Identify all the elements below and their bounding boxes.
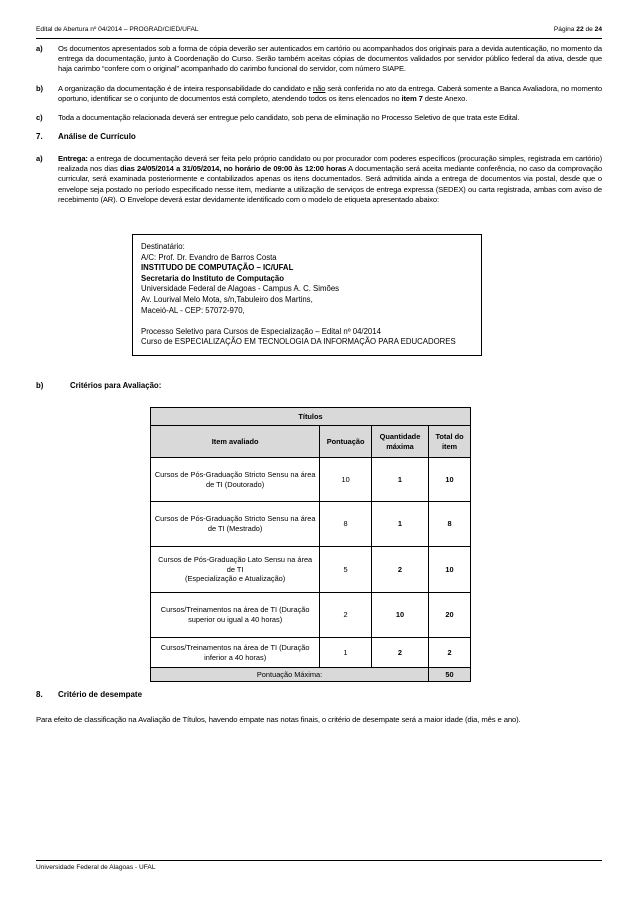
item-a-copies: a) Os documentos apresentados sob a forma de cópia deverão ser autenticados em cartório ou acompanhados dos originais para a devida autenticação, no momento da entrega da documentação, junto à Coordenação do Curso. Serão também aceitas cópias de documentos validados por servidor público federal da ativa, desde que haja carimbo “confere com o original” acompanhado do carimbo funcional do servidor, com número SIAPE. bbox=[36, 44, 602, 74]
section-8-text: Para efeito de classificação na Avaliação de Títulos, havendo empate nas notas finais, o critério de desempate será a maior idade (dia, mês e ano). bbox=[36, 715, 521, 724]
header-item: Item avaliado bbox=[151, 426, 320, 458]
header-title: Edital de Abertura nº 04/2014 – PROGRAD/CIED/UFAL bbox=[36, 26, 199, 33]
table-row: Cursos de Pós-Graduação Stricto Sensu na área de TI (Doutorado) 10 1 10 bbox=[151, 458, 471, 502]
table-row: Cursos/Treinamentos na área de TI (Duração inferior a 40 horas) 1 2 2 bbox=[151, 638, 471, 668]
header-points: Pontuação bbox=[320, 426, 372, 458]
table-total-row bbox=[151, 668, 471, 682]
section-7-item-a: a) Entrega: a entrega de documentação deverá ser feita pelo próprio candidato ou por procurador com poderes específicos (procuração simples, registrada em cartório) realizada nos dias dias 24/05/2014 a 31/05/2014, no horário de 09:00 às 12:00 horas A documentação será aceita mediante conferência, no caso da comprovação curricular, será examinada posteriormente e contabilizados apenas os itens documentados. Será admitida ainda a entrega de documentos via postal, desde que o envelope seja postado no período especificado nesse item, mediante a utilização de serviços de entrega expressa (SEDEX) ou carta registrada, ambas com aviso de recebimento (AR). O Envelope deverá estar devidamente identificado com o modelo de etiqueta apresentado abaixo: bbox=[36, 154, 602, 204]
item-b-organization: b) A organização da documentação é de inteira responsabilidade do candidato e não será conferida no ato da entrega. Caberá somente a Banca Avaliadora, no momento oportuno, identificar se o conjunto de documentos está completo, atendendo todos os itens elencados no item 7 deste Anexo. bbox=[36, 84, 603, 104]
table-row: Cursos de Pós-Graduação Stricto Sensu na área de TI (Mestrado) 8 1 8 bbox=[151, 502, 471, 547]
document-page: Edital de Abertura nº 04/2014 – PROGRAD/CIED/UFAL Página 22 de 24 a) Os documentos apresentados sob a forma de cópia deverão ser autenticados em cartório ou acompanhados dos originais para a devida autenticação, no momento da entrega da documentação, junto à Coordenação do Curso. Serão também aceitas cópias de documentos validados por servidor público federal da ativa, desde que haja carimbo “confere com o original” acompanhado do carimbo funcional do servidor, com número SIAPE. b) A organização da documentação é de inteira responsabilidade do candidato e não será conferida no ato da entrega. Caberá somente a Banca Avaliadora, no momento oportuno, identificar se o conjunto de documentos está completo, atendendo todos os itens elencados no item 7 deste Anexo. c) Toda a documentação relacionada deverá ser entregue pelo candidato, sob pena de eliminação no Processo Seletivo de que trata este Edital. 7. Análise de Currículo a) Entrega: a entrega de documentação deverá ser feita pelo próprio candidato ou por procurador com poderes específicos (procuração simples, registrada em cartório) realizada nos dias dias 24/05/2014 a 31/05/2014, no horário de 09:00 às 12:00 horas A documentação será aceita mediante conferência, no caso da comprovação curricular, será examinada posteriormente e contabilizados apenas os itens documentados. Será admitida ainda a entrega de documentos via postal, desde que o envelope seja postado no período especificado nesse item, mediante a utilização de serviços de entrega expressa (SEDEX) ou carta registrada, ambas com aviso de recebimento (AR). O Envelope deverá estar devidamente identificado com o modelo de etiqueta apresentado abaixo: Destinatário: A/C: Prof. Dr. Evandro de Barros Costa INSTITUDO DE COMPUTAÇÃO – IC/UFAL Secretaria do Instituto de Computação Universidade Federal de Alagoas - Campus A. C. Simões Av. Lourival Melo Mota, s/n,Tabuleiro dos Martins, Maceió-AL - CEP: 57072-970, Processo Seletivo para Cursos de Especialização – Edital nº 04/2014 Curso de ESPECIALIZAÇÃO EM TECNOLOGIA DA INFORMAÇÃO PARA EDUCADORES b) Critérios para Avaliação: Títulos Item avaliado Pontuação Quantidade máxima Total do item Cursos de Pós-Graduação Stricto Sensu na área de TI (Doutorado) 10 1 10 Cursos de Pós-Graduação Stricto Sensu na área de TI (Mestrado) 8 1 8 Cursos de Pós-Graduação Lato Sensu na área de TI (Especialização e Atualização) 5 2 10 Cursos/Treinamentos na área de TI (Duração superior ou igual a 40 horas) 2 10 20 Cursos/Treinamentos na área de TI (Duração inferior a 40 horas) 1 2 2 Pontuação Máxima: 50 8. Critério de desempate Para efeito de classificação na Avaliação de Títulos, havendo empate nas notas finais, o critério de desempate será a maior idade (dia, mês e ano). Universidade Federal de Alagoas - UFAL bbox=[36, 26, 603, 871]
header-max-qty: Quantidade máxima bbox=[371, 426, 428, 458]
evaluation-table bbox=[150, 407, 471, 682]
table-row: Cursos de Pós-Graduação Lato Sensu na área de TI (Especialização e Atualização) 5 2 10 bbox=[151, 547, 471, 593]
max-score-label: Pontuação Máxima: bbox=[151, 668, 429, 682]
page-header bbox=[36, 24, 602, 39]
header-total: Total do item bbox=[429, 426, 471, 458]
max-score-value: 50 bbox=[429, 668, 471, 682]
header-page-number: Página 22 de 24 bbox=[553, 26, 602, 33]
envelope-label: Destinatário: A/C: Prof. Dr. Evandro de Barros Costa INSTITUDO DE COMPUTAÇÃO – IC/UFAL Secretaria do Instituto de Computação Universidade Federal de Alagoas - Campus A. C. Simões Av. Lourival Melo Mota, s/n,Tabuleiro dos Martins, Maceió-AL - CEP: 57072-970, Processo Seletivo para Cursos de Especialização – Edital nº 04/2014 Curso de ESPECIALIZAÇÃO EM TECNOLOGIA DA INFORMAÇÃO PARA EDUCADORES bbox=[132, 234, 482, 356]
item-c-delivery: c) Toda a documentação relacionada deverá ser entregue pelo candidato, sob pena de eliminação no Processo Seletivo de que trata este Edital. bbox=[36, 113, 520, 122]
page-footer: Universidade Federal de Alagoas - UFAL bbox=[36, 860, 602, 871]
table-title: Títulos bbox=[151, 408, 471, 426]
table-row: Cursos/Treinamentos na área de TI (Duração superior ou igual a 40 horas) 2 10 20 bbox=[151, 593, 471, 638]
